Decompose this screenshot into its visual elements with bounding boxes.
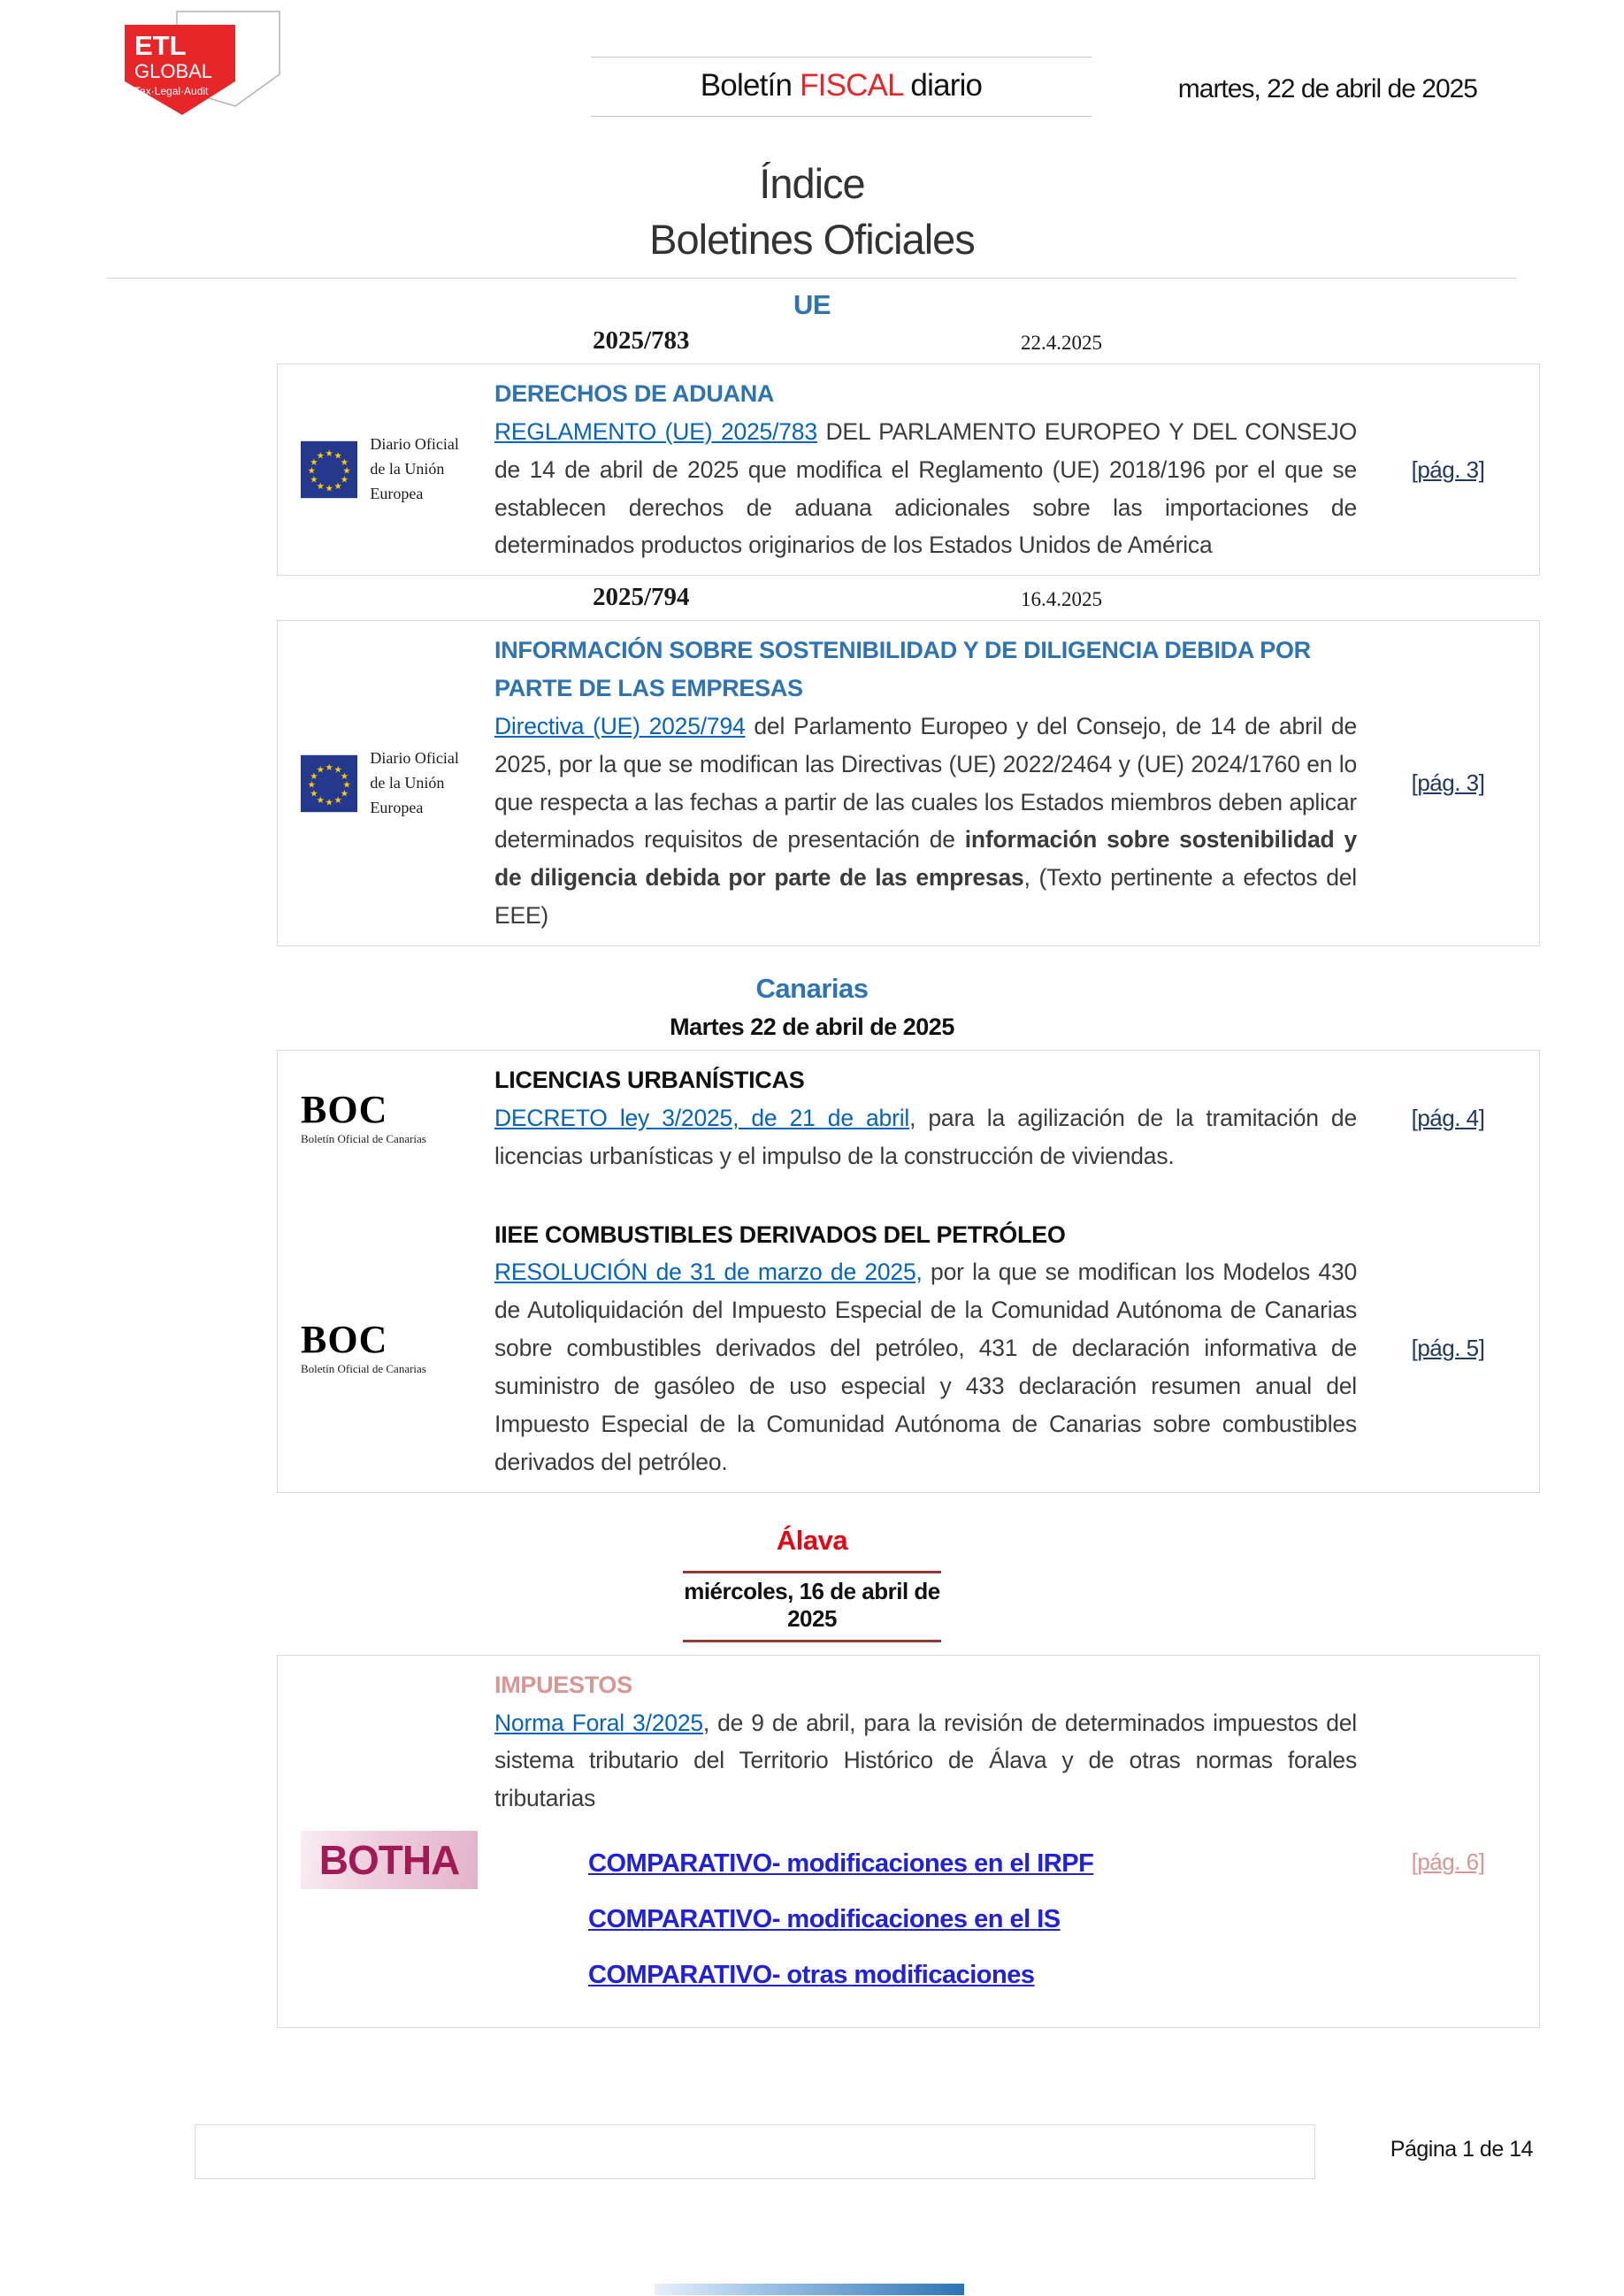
canarias-entry-box — [277, 1050, 1540, 1493]
svg-text:★: ★ — [325, 448, 333, 460]
comparativo-link-is[interactable]: COMPARATIVO- modificaciones en el IS — [588, 1905, 1061, 1934]
entry-impuestos — [278, 1666, 1539, 2017]
svg-text:★: ★ — [307, 465, 316, 477]
svg-text:★: ★ — [316, 481, 325, 493]
svg-text:★: ★ — [325, 797, 333, 808]
ref-date: 16.4.2025 — [1021, 588, 1102, 611]
page-link-pag6[interactable]: [pág. 6] — [1411, 1848, 1485, 1875]
svg-text:★: ★ — [340, 474, 349, 486]
entry-body: DECRETO ley 3/2025, de 21 de abril, para la agilización de la tramitación de licencias urbanísticas y el impulso de la construcción de viviendas. — [494, 1104, 1357, 1169]
entry-title: IIEE COMBUSTIBLES DERIVADOS DEL PETRÓLEO — [494, 1221, 1066, 1248]
entry-sostenibilidad — [278, 631, 1539, 935]
divider-rule — [107, 278, 1517, 279]
alava-entry-box — [277, 1655, 1540, 2028]
bottom-blue-bar — [655, 2284, 964, 2295]
svg-text:★: ★ — [316, 450, 325, 462]
ref-number: 2025/783 — [593, 326, 690, 355]
boc-logo: BOC Boletín Oficial de Canarias — [301, 1318, 426, 1376]
entry-body: RESOLUCIÓN de 31 de marzo de 2025, por la que se modifican los Modelos 430 de Autoliquidación del Impuesto Especial de la Comunidad Autónoma de Canarias sobre combustibles derivados del petróleo, 431 de declaración informativa de suministro de gasóleo de uso especial y 433 declaración resumen anual del Impuesto Especial de la Comunidad Autónoma de Canarias sobre combustibles derivados del petróleo. — [494, 1259, 1357, 1475]
svg-text:★: ★ — [310, 788, 318, 800]
svg-text:★: ★ — [333, 481, 342, 493]
section-heading-alava: Álava — [776, 1524, 848, 1556]
svg-text:★: ★ — [307, 779, 316, 791]
svg-text:★: ★ — [340, 788, 349, 800]
svg-text:★: ★ — [310, 770, 318, 782]
comparativo-link-irpf[interactable]: COMPARATIVO- modificaciones en el IRPF — [588, 1849, 1094, 1879]
svg-text:★: ★ — [333, 450, 342, 462]
page-link-pag3[interactable]: [pág. 3] — [1411, 455, 1485, 483]
page-link-pag5[interactable]: [pág. 5] — [1411, 1335, 1485, 1362]
eu-logo-text: Diario Oficial de la Unión Europea — [370, 435, 459, 503]
bulletin-title — [591, 57, 1092, 117]
resolucion-link[interactable]: RESOLUCIÓN de 31 de marzo de 2025, — [494, 1259, 923, 1286]
svg-text:★: ★ — [340, 770, 349, 782]
eu-flag-icon — [301, 440, 357, 500]
index-title: Índice — [759, 160, 865, 207]
entry-licencias — [278, 1061, 1539, 1175]
index-subtitle: Boletines Oficiales — [649, 216, 975, 263]
bulletin-title-prefix: Boletín — [700, 68, 801, 103]
botha-logo: BOTHA — [301, 1831, 478, 1889]
directiva-link[interactable]: Directiva (UE) 2025/794 — [494, 712, 746, 739]
decreto-link[interactable]: DECRETO ley 3/2025, de 21 de abril — [494, 1104, 910, 1131]
ue-entry-box-1 — [277, 364, 1540, 576]
reglamento-link[interactable]: REGLAMENTO (UE) 2025/783 — [494, 417, 817, 445]
bulletin-title-suffix: diario — [902, 68, 983, 103]
svg-text:★: ★ — [325, 762, 333, 773]
section-heading-ue: UE — [793, 289, 831, 320]
svg-text:★: ★ — [310, 456, 318, 468]
ref-number: 2025/794 — [593, 583, 690, 612]
svg-text:★: ★ — [325, 483, 333, 494]
diario-oficial-ue-logo — [301, 432, 494, 507]
page-link-pag4[interactable]: [pág. 4] — [1411, 1104, 1485, 1131]
diario-oficial-ue-logo — [301, 746, 494, 821]
page-link-pag3[interactable]: [pág. 3] — [1411, 769, 1485, 797]
svg-text:★: ★ — [333, 794, 342, 806]
svg-text:★: ★ — [342, 465, 351, 477]
footer-page-label: Página 1 de 14 — [1390, 2137, 1533, 2162]
boc-logo: BOC Boletín Oficial de Canarias — [301, 1087, 426, 1145]
entry-title: IMPUESTOS — [494, 1671, 632, 1698]
entry-title: INFORMACIÓN SOBRE SOSTENIBILIDAD Y DE DILIGENCIA DEBIDA POR PARTE DE LAS EMPRESAS — [494, 637, 1311, 701]
page-header — [0, 0, 1624, 149]
svg-text:★: ★ — [333, 764, 342, 776]
ref-date: 22.4.2025 — [1021, 332, 1102, 354]
svg-text:★: ★ — [342, 779, 351, 791]
eu-flag-icon — [301, 754, 357, 814]
canarias-date-subheading: Martes 22 de abril de 2025 — [670, 1014, 954, 1041]
alava-date-subheading: miércoles, 16 de abril de 2025 — [683, 1571, 941, 1642]
entry-title: LICENCIAS URBANÍSTICAS — [494, 1067, 805, 1094]
svg-text:★: ★ — [340, 456, 349, 468]
etl-global-logo-icon — [122, 9, 283, 121]
entry-iiee-combustibles — [278, 1216, 1539, 1481]
entry-body: REGLAMENTO (UE) 2025/783 DEL PARLAMENTO EUROPEO Y DEL CONSEJO de 14 de abril de 2025 que modifica el Reglamento (UE) 2018/196 por el que se establecen derechos de aduana adicionales sobre las importaciones de determinados productos originarios de los Estados Unidos de América — [494, 417, 1357, 559]
comparativo-links — [588, 1849, 1357, 1990]
botha-logo-wrap — [278, 1831, 494, 1889]
entry-body: Directiva (UE) 2025/794 del Parlamento Europeo y del Consejo, de 14 de abril de 2025, por la que se modifican las Directivas (UE) 2022/2464 y (UE) 2024/1760 en lo que respecta a las fechas a partir de las cuales los Estados miembros deben aplicar determinados requisitos de presentación de información sobre sostenibilidad y de diligencia debida por parte de las empresas, (Texto pertinente a efectos del EEE) — [494, 712, 1357, 930]
svg-text:Tax·Legal·Audit: Tax·Legal·Audit — [134, 85, 209, 97]
bulletin-title-accent: FISCAL — [800, 68, 903, 103]
comparativo-link-otras[interactable]: COMPARATIVO- otras modificaciones — [588, 1961, 1035, 1990]
entry-aduana — [278, 375, 1539, 564]
svg-text:★: ★ — [316, 794, 325, 806]
ref-row — [107, 326, 1517, 364]
section-heading-canarias: Canarias — [755, 973, 869, 1005]
ref-row — [107, 583, 1517, 620]
svg-text:GLOBAL: GLOBAL — [134, 60, 213, 82]
eu-logo-text: Diario Oficial de la Unión Europea — [370, 748, 459, 816]
entry-title: DERECHOS DE ADUANA — [494, 380, 775, 407]
svg-text:ETL: ETL — [134, 30, 187, 61]
entry-body-bold: información sobre sostenibilidad y de diligencia debida por parte de las empresas — [494, 826, 1357, 892]
svg-text:★: ★ — [316, 764, 325, 776]
norma-foral-link[interactable]: Norma Foral 3/2025 — [494, 1709, 703, 1736]
svg-text:★: ★ — [310, 474, 318, 486]
entry-body: Norma Foral 3/2025, de 9 de abril, para la revisión de determinados impuestos del sistema tributario del Territorio Histórico de Álava y de otras normas forales tributarias — [494, 1709, 1357, 1812]
ue-entry-box-2 — [277, 620, 1540, 946]
footer-box — [195, 2124, 1315, 2179]
header-date: martes, 22 de abril de 2025 — [1177, 74, 1477, 103]
